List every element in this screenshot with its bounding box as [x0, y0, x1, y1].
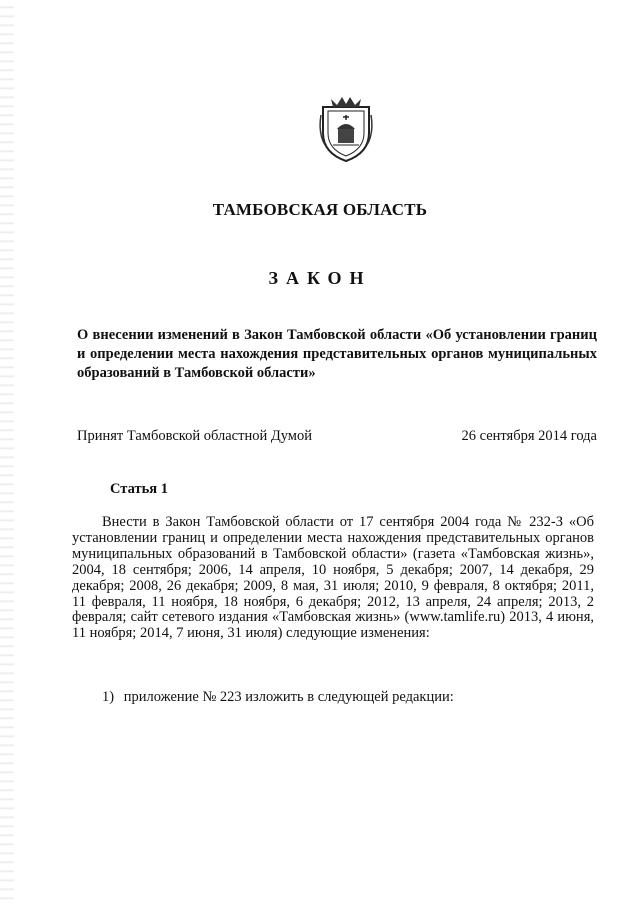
- adopted-date: 26 сентября 2014 года: [461, 428, 597, 444]
- article-body: Внести в Закон Тамбовской области от 17 сентября 2004 года № 232-З «Об установлении границ и определении места нахождения представительных органов муниципальных образований в Тамбовской области» (газета «Тамбовская жизнь», 2004, 18 сентября; 2006, 14 апреля, 10 ноября, 5 декабря; 2007, 14 декабря, 29 декабря; 2008, 26 декабря; 2009, 8 мая, 31 июля; 2010, 9 февраля, 8 октября; 2011, 11 февраля, 11 ноября, 18 ноября, 6 декабря; 2012, 13 апреля, 24 апреля; 2013, 2 февраля; сайт сетевого издания «Тамбовская жизнь» (www.tamlife.ru) 2013, 4 июня, 11 ноября; 2014, 7 июня, 31 июля) следующие изменения:: [72, 514, 594, 642]
- scan-edge-noise: [0, 0, 14, 905]
- adoption-line: [77, 428, 597, 445]
- adopted-by: Принят Тамбовской областной Думой: [77, 428, 312, 444]
- region-heading: ТАМБОВСКАЯ ОБЛАСТЬ: [212, 200, 428, 219]
- law-title: О внесении изменений в Закон Тамбовской области «Об установлении границ и определении места нахождения представительных органов муниципальных образований в Тамбовской области»: [77, 327, 597, 381]
- list-item: [102, 689, 454, 706]
- list-item-number: 1): [102, 689, 115, 705]
- document-type: ЗАКОН: [268, 268, 372, 288]
- tambov-coat-of-arms-icon: [317, 93, 375, 163]
- list-item-text: приложение № 223 изложить в следующей редакции:: [123, 689, 454, 705]
- article-heading: Статья 1: [110, 481, 168, 497]
